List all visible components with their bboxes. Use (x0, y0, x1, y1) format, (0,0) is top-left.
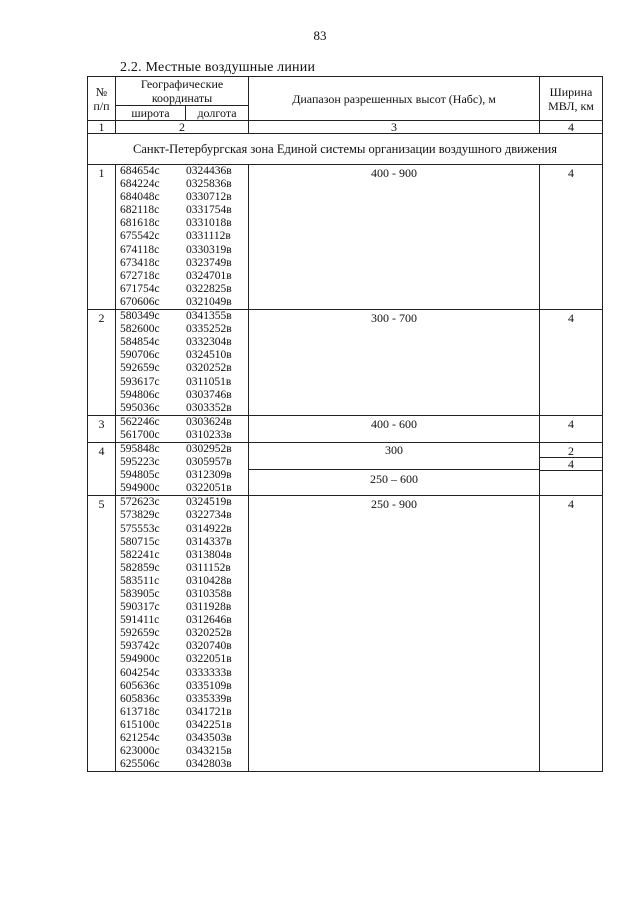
table-row (88, 165, 603, 310)
longitude: 0303624в (186, 415, 232, 428)
latitude: 590706с (120, 349, 160, 362)
coordinate-point (120, 456, 248, 469)
latitude: 613718с (120, 705, 160, 718)
coordinate-point (120, 244, 248, 257)
longitude: 0324701в (186, 269, 232, 282)
coordinate-point (120, 732, 248, 745)
latitude: 605836с (120, 692, 160, 705)
altitude-range: 250 - 900 (249, 496, 540, 772)
header-lon: долгота (186, 106, 249, 121)
longitude: 0324510в (186, 349, 232, 362)
longitude: 0320740в (186, 640, 232, 653)
latitude: 594805с (120, 469, 160, 482)
longitude: 0325836в (186, 178, 232, 191)
latitude: 595223с (120, 456, 160, 469)
coordinate-point (120, 758, 248, 771)
coordinate-point (120, 523, 248, 536)
latitude: 591411с (120, 614, 160, 627)
coordinate-point (120, 230, 248, 243)
route-number: 5 (88, 496, 116, 772)
longitude: 0324519в (186, 496, 232, 509)
coordinate-point (120, 416, 248, 429)
corridor-width: 4 (540, 496, 603, 772)
coordinate-point (120, 575, 248, 588)
latitude: 623000с (120, 745, 160, 758)
coordinate-point (120, 667, 248, 680)
longitude: 0331112в (186, 230, 231, 243)
latitude: 604254с (120, 666, 160, 679)
latitude: 684654с (120, 165, 160, 177)
latitude: 682118с (120, 204, 160, 217)
longitude: 0335339в (186, 692, 232, 705)
longitude: 0311928в (186, 601, 232, 614)
col-number-3: 3 (249, 121, 540, 134)
longitude: 0322825в (186, 282, 232, 295)
coordinate-point (120, 402, 248, 415)
altitude-range: 300 (385, 442, 404, 457)
longitude: 0310358в (186, 588, 232, 600)
latitude: 615100с (120, 718, 160, 731)
coordinate-point (120, 719, 248, 732)
longitude: 0322734в (186, 509, 232, 522)
latitude: 672718с (120, 269, 160, 282)
coordinate-point (120, 745, 248, 758)
corridor-width: 4 (540, 458, 602, 471)
latitude: 594900с (120, 653, 160, 666)
section-title: 2.2. Местные воздушные линии (120, 60, 316, 75)
coordinate-point (120, 482, 248, 495)
longitude: 0314922в (186, 522, 232, 535)
latitude: 625506с (120, 758, 160, 771)
coordinate-point (120, 562, 248, 575)
longitude: 0321049в (186, 295, 232, 308)
latitude: 583905с (120, 588, 160, 600)
coordinate-point (120, 191, 248, 204)
latitude: 594900с (120, 482, 160, 495)
coordinate-point (120, 640, 248, 653)
longitude: 0302952в (186, 442, 232, 455)
altitude-range: 400 - 600 (249, 415, 540, 442)
longitude: 0331754в (186, 204, 232, 217)
latitude: 593742с (120, 640, 160, 653)
header-lat: широта (116, 106, 186, 121)
longitude: 0330319в (186, 243, 232, 256)
table-row (88, 415, 603, 442)
coordinate-point (120, 706, 248, 719)
latitude: 582600с (120, 323, 160, 336)
route-coordinates (116, 496, 249, 772)
latitude: 562246с (120, 415, 160, 428)
longitude: 0335109в (186, 679, 232, 692)
coordinate-point (120, 310, 248, 323)
coordinate-point (120, 296, 248, 309)
latitude: 592659с (120, 362, 160, 375)
longitude: 0322051в (186, 653, 232, 666)
longitude: 0342803в (186, 758, 232, 771)
latitude: 595036с (120, 401, 160, 414)
longitude: 0312646в (186, 614, 232, 627)
latitude: 594806с (120, 388, 160, 401)
longitude: 0323749в (186, 256, 232, 269)
coordinate-point (120, 257, 248, 270)
latitude: 621254с (120, 732, 160, 745)
coordinate-point (120, 376, 248, 389)
latitude: 684224с (120, 178, 160, 191)
latitude: 582859с (120, 561, 160, 574)
corridor-width: 2 (540, 445, 602, 458)
header-num: № п/п (88, 77, 116, 121)
longitude: 0303352в (186, 401, 232, 414)
corridor-width (540, 442, 603, 495)
table-row (88, 496, 603, 772)
longitude: 0341355в (186, 310, 232, 323)
longitude: 0310428в (186, 574, 232, 587)
coordinate-point (120, 614, 248, 627)
coordinate-point (120, 323, 248, 336)
coordinate-point (120, 270, 248, 283)
latitude: 561700с (120, 428, 160, 441)
longitude: 0303746в (186, 388, 232, 401)
coordinate-point (120, 469, 248, 482)
latitude: 580349с (120, 310, 160, 323)
coordinate-point (120, 509, 248, 522)
latitude: 590317с (120, 601, 160, 614)
routes-table (87, 76, 602, 772)
col-number-4: 4 (540, 121, 603, 134)
longitude: 0335252в (186, 323, 232, 336)
page-number: 83 (313, 28, 327, 43)
longitude: 0310233в (186, 428, 232, 441)
latitude: 681618с (120, 217, 160, 230)
coordinate-point (120, 204, 248, 217)
coordinate-point (120, 588, 248, 601)
longitude: 0343503в (186, 732, 232, 745)
longitude: 0314337в (186, 535, 232, 548)
altitude-range: 400 - 900 (249, 165, 540, 310)
longitude: 0311152в (186, 561, 231, 574)
coordinate-point (120, 429, 248, 442)
longitude: 0342251в (186, 718, 232, 731)
longitude: 0330712в (186, 191, 232, 204)
header-coords: Географические координаты (116, 77, 249, 106)
longitude: 0312309в (186, 469, 232, 482)
latitude: 684048с (120, 191, 160, 204)
latitude: 582241с (120, 548, 160, 561)
coordinate-point (120, 362, 248, 375)
longitude: 0324436в (186, 165, 232, 177)
col-number-2: 2 (116, 121, 249, 134)
latitude: 674118с (120, 243, 160, 256)
latitude: 573829с (120, 509, 160, 522)
longitude: 0305957в (186, 456, 232, 469)
latitude: 584854с (120, 336, 160, 349)
longitude: 0320252в (186, 627, 232, 640)
latitude: 572623с (120, 496, 160, 509)
latitude: 580715с (120, 535, 160, 548)
latitude: 583511с (120, 574, 160, 587)
coordinate-point (120, 601, 248, 614)
latitude: 593617с (120, 375, 160, 388)
coordinate-point (120, 283, 248, 296)
latitude: 605636с (120, 679, 160, 692)
header-width: Ширина МВЛ, км (540, 77, 603, 121)
route-coordinates (116, 415, 249, 442)
latitude: 675542с (120, 230, 160, 243)
altitude-range (249, 442, 540, 495)
coordinate-point (120, 693, 248, 706)
latitude: 670606с (120, 295, 160, 308)
route-coordinates (116, 165, 249, 310)
longitude: 0322051в (186, 482, 232, 495)
longitude: 0320252в (186, 362, 232, 375)
corridor-width: 4 (540, 415, 603, 442)
route-number: 4 (88, 442, 116, 495)
coordinate-point (120, 536, 248, 549)
latitude: 673418с (120, 256, 160, 269)
longitude: 0332304в (186, 336, 232, 349)
route-coordinates (116, 310, 249, 416)
coordinate-point (120, 653, 248, 666)
latitude: 671754с (120, 282, 160, 295)
altitude-range: 250 – 600 (249, 469, 539, 486)
coordinate-point (120, 496, 248, 509)
route-number: 2 (88, 310, 116, 416)
corridor-width: 4 (540, 165, 603, 310)
corridor-width: 4 (540, 310, 603, 416)
latitude: 592659с (120, 627, 160, 640)
altitude-range: 300 - 700 (249, 310, 540, 416)
coordinate-point (120, 389, 248, 402)
latitude: 595848с (120, 442, 160, 455)
longitude: 0331018в (186, 217, 232, 230)
coordinate-point (120, 178, 248, 191)
longitude: 0341721в (186, 705, 232, 718)
coordinate-point (120, 443, 248, 456)
coordinate-point (120, 336, 248, 349)
longitude: 0313804в (186, 548, 232, 561)
header-alt: Диапазон разрешенных высот (Набс), м (249, 77, 540, 121)
route-coordinates (116, 442, 249, 495)
route-number: 3 (88, 415, 116, 442)
coordinate-point (120, 349, 248, 362)
coordinate-point (120, 680, 248, 693)
longitude: 0333333в (186, 666, 232, 679)
coordinate-point (120, 217, 248, 230)
table-row (88, 442, 603, 495)
zone-title: Санкт-Петербургская зона Единой системы организации воздушного движения (88, 134, 603, 165)
longitude: 0311051в (186, 375, 232, 388)
coordinate-point (120, 549, 248, 562)
coordinate-point (120, 627, 248, 640)
route-number: 1 (88, 165, 116, 310)
table-row (88, 310, 603, 416)
col-number-1: 1 (88, 121, 116, 134)
longitude: 0343215в (186, 745, 232, 758)
coordinate-point (120, 165, 248, 178)
latitude: 575553с (120, 522, 160, 535)
